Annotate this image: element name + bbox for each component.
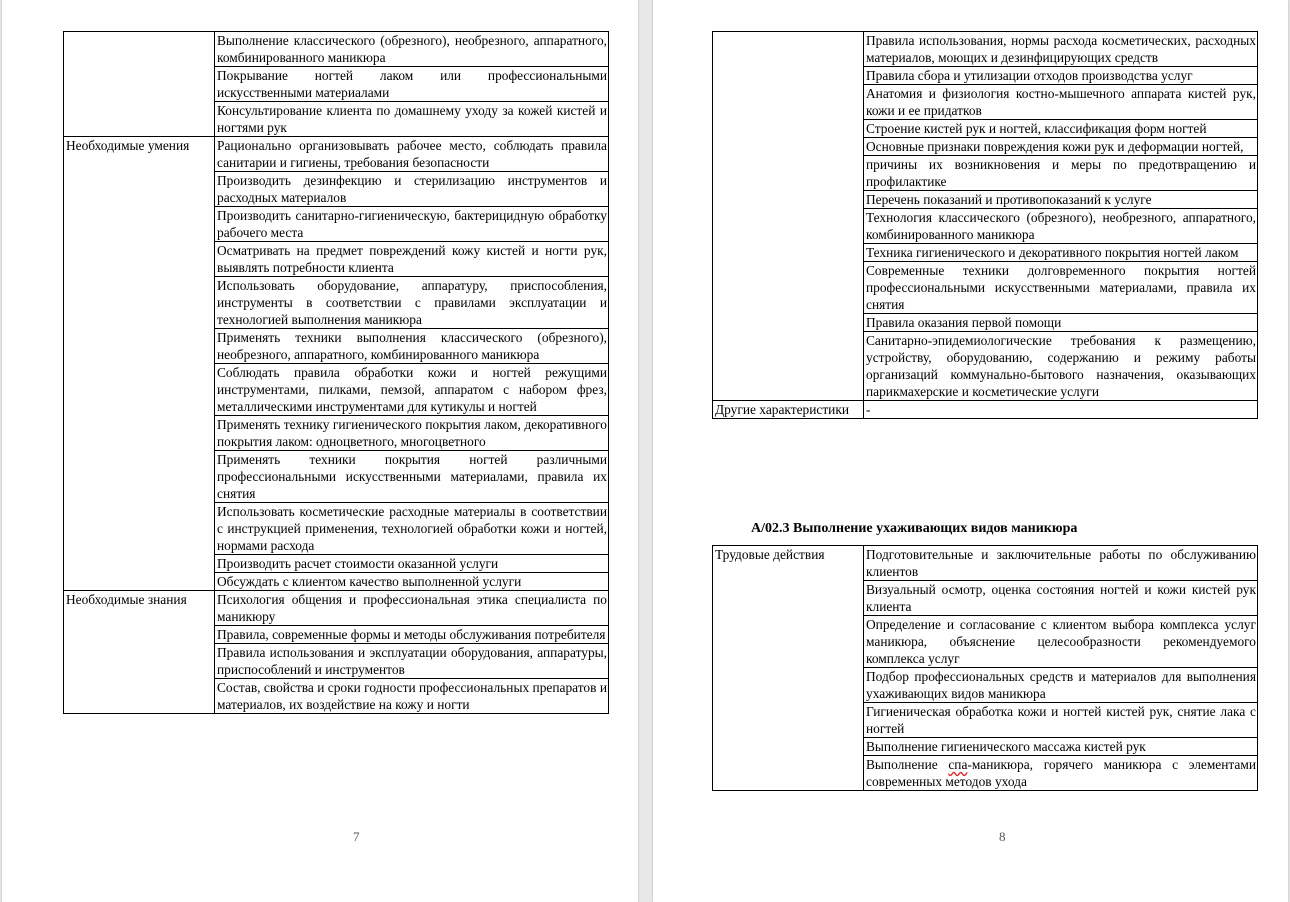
table-cell: Производить расчет стоимости оказанной услуги — [215, 555, 609, 573]
table-cell: Производить санитарно-гигиеническую, бактерицидную обработку рабочего места — [215, 207, 609, 242]
table-cell: Применять технику гигиенического покрытия лаком, декоративного покрытия лаком: одноцветного, многоцветного — [215, 416, 609, 451]
table-cell: Перечень показаний и противопоказаний к услуге — [864, 191, 1258, 209]
table-cell: Выполнение классического (обрезного), необрезного, аппаратного, комбинированного маникюра — [215, 32, 609, 67]
labor-actions-table — [712, 545, 1258, 791]
table-row — [713, 401, 1258, 419]
table-cell: Основные признаки повреждения кожи рук и деформации ногтей, — [864, 138, 1258, 156]
table-cell: Подготовительные и заключительные работы по обслуживанию клиентов — [864, 546, 1258, 581]
competency-table — [63, 31, 609, 714]
table-cell: Состав, свойства и сроки годности профессиональных препаратов и материалов, их воздействие на кожу и ногти — [215, 679, 609, 714]
table-cell: Выполнение гигиенического массажа кистей рук — [864, 738, 1258, 756]
table-row — [713, 32, 1258, 67]
empty-label-cell — [64, 32, 215, 137]
spellcheck-word: спа — [948, 757, 968, 772]
document-page-8 — [653, 0, 1288, 902]
table-cell: Правила сбора и утилизации отходов производства услуг — [864, 67, 1258, 85]
table-cell: Производить дезинфекцию и стерилизацию инструментов и расходных материалов — [215, 172, 609, 207]
knowledge-table-continued — [712, 31, 1258, 419]
table-cell: Обсуждать с клиентом качество выполненной услуги — [215, 573, 609, 591]
table-cell: Гигиеническая обработка кожи и ногтей кистей рук, снятие лака с ногтей — [864, 703, 1258, 738]
table-cell: Использовать косметические расходные материалы в соответствии с инструкцией применения, технологией обработки кожи и ногтей, нормами расхода — [215, 503, 609, 555]
table-cell: Соблюдать правила обработки кожи и ногтей режущими инструментами, пилками, пемзой, аппаратом с набором фрез, металлическими инструментами для кутикулы и ногтей — [215, 364, 609, 416]
table-cell: Техника гигиенического и декоративного покрытия ногтей лаком — [864, 244, 1258, 262]
table-cell: Применять техники выполнения классического (обрезного), необрезного, аппаратного, комбинированного маникюра — [215, 329, 609, 364]
table-cell: Подбор профессиональных средств и материалов для выполнения ухаживающих видов маникюра — [864, 668, 1258, 703]
skills-label: Необходимые умения — [64, 137, 215, 591]
table-cell: Правила, современные формы и методы обслуживания потребителя — [215, 626, 609, 644]
page-number: 7 — [353, 829, 360, 844]
table-cell: Строение кистей рук и ногтей, классификация форм ногтей — [864, 120, 1258, 138]
page-bottom-margin — [2, 783, 638, 823]
table-row — [64, 591, 609, 626]
table-cell: Анатомия и физиология костно-мышечного аппарата кистей рук, кожи и ее придатков — [864, 85, 1258, 120]
table-cell: Определение и согласование с клиентом выбора комплекса услуг маникюра, объяснение целесообразности рекомендуемого комплекса услуг — [864, 616, 1258, 668]
document-page-7 — [2, 0, 638, 902]
table-cell: Визуальный осмотр, оценка состояния ногтей и кожи кистей рук клиента — [864, 581, 1258, 616]
table-row — [64, 137, 609, 172]
table-cell: Консультирование клиента по домашнему уходу за кожей кистей и ногтями рук — [215, 102, 609, 137]
table-row — [713, 546, 1258, 581]
other-characteristics-value: - — [864, 401, 1258, 419]
text-run: -маникюра, горячего маникюра с элементами современных методов ухода — [866, 757, 1257, 789]
table-cell: Рационально организовывать рабочее место, соблюдать правила санитарии и гигиены, требования безопасности — [215, 137, 609, 172]
table-row — [64, 32, 609, 67]
table-cell: Покрывание ногтей лаком или профессиональными искусственными материалами — [215, 67, 609, 102]
empty-label-cell — [713, 32, 864, 401]
table-cell: Осматривать на предмет повреждений кожу кистей и ногти рук, выявлять потребности клиента — [215, 242, 609, 277]
table-cell: Правила оказания первой помощи — [864, 314, 1258, 332]
other-characteristics-label: Другие характеристики — [713, 401, 864, 419]
table-cell: Применять техники покрытия ногтей различными профессиональными искусственными материалами, правила их снятия — [215, 451, 609, 503]
page-bottom-margin — [653, 803, 1288, 825]
table-cell: Правила использования, нормы расхода косметических, расходных материалов, моющих и дезинфицирующих средств — [864, 32, 1258, 67]
actions-label: Трудовые действия — [713, 546, 864, 791]
table-cell: Психология общения и профессиональная этика специалиста по маникюру — [215, 591, 609, 626]
knowledge-label: Необходимые знания — [64, 591, 215, 714]
table-cell: Современные техники долговременного покрытия ногтей профессиональными искусственными материалами, правила их снятия — [864, 262, 1258, 314]
table-cell: Технология классического (обрезного), необрезного, аппаратного, комбинированного маникюра — [864, 209, 1258, 244]
text-run: Выполнение — [866, 757, 949, 772]
table-cell — [864, 756, 1258, 791]
page-number: 8 — [999, 829, 1006, 844]
section-heading: А/02.3 Выполнение ухаживающих видов маникюра — [751, 521, 1078, 536]
table-cell: Санитарно-эпидемиологические требования к размещению, устройству, оборудованию, содержанию и режиму работы организаций коммунально-бытового назначения, оказывающих парикмахерские и косметические услуги — [864, 332, 1258, 401]
table-cell: причины их возникновения и меры по предотвращению и профилактике — [864, 156, 1258, 191]
table-cell: Использовать оборудование, аппаратуру, приспособления, инструменты в соответствии с правилами эксплуатации и технологией выполнения маникюра — [215, 277, 609, 329]
table-cell: Правила использования и эксплуатации оборудования, аппаратуры, приспособлений и инструментов — [215, 644, 609, 679]
